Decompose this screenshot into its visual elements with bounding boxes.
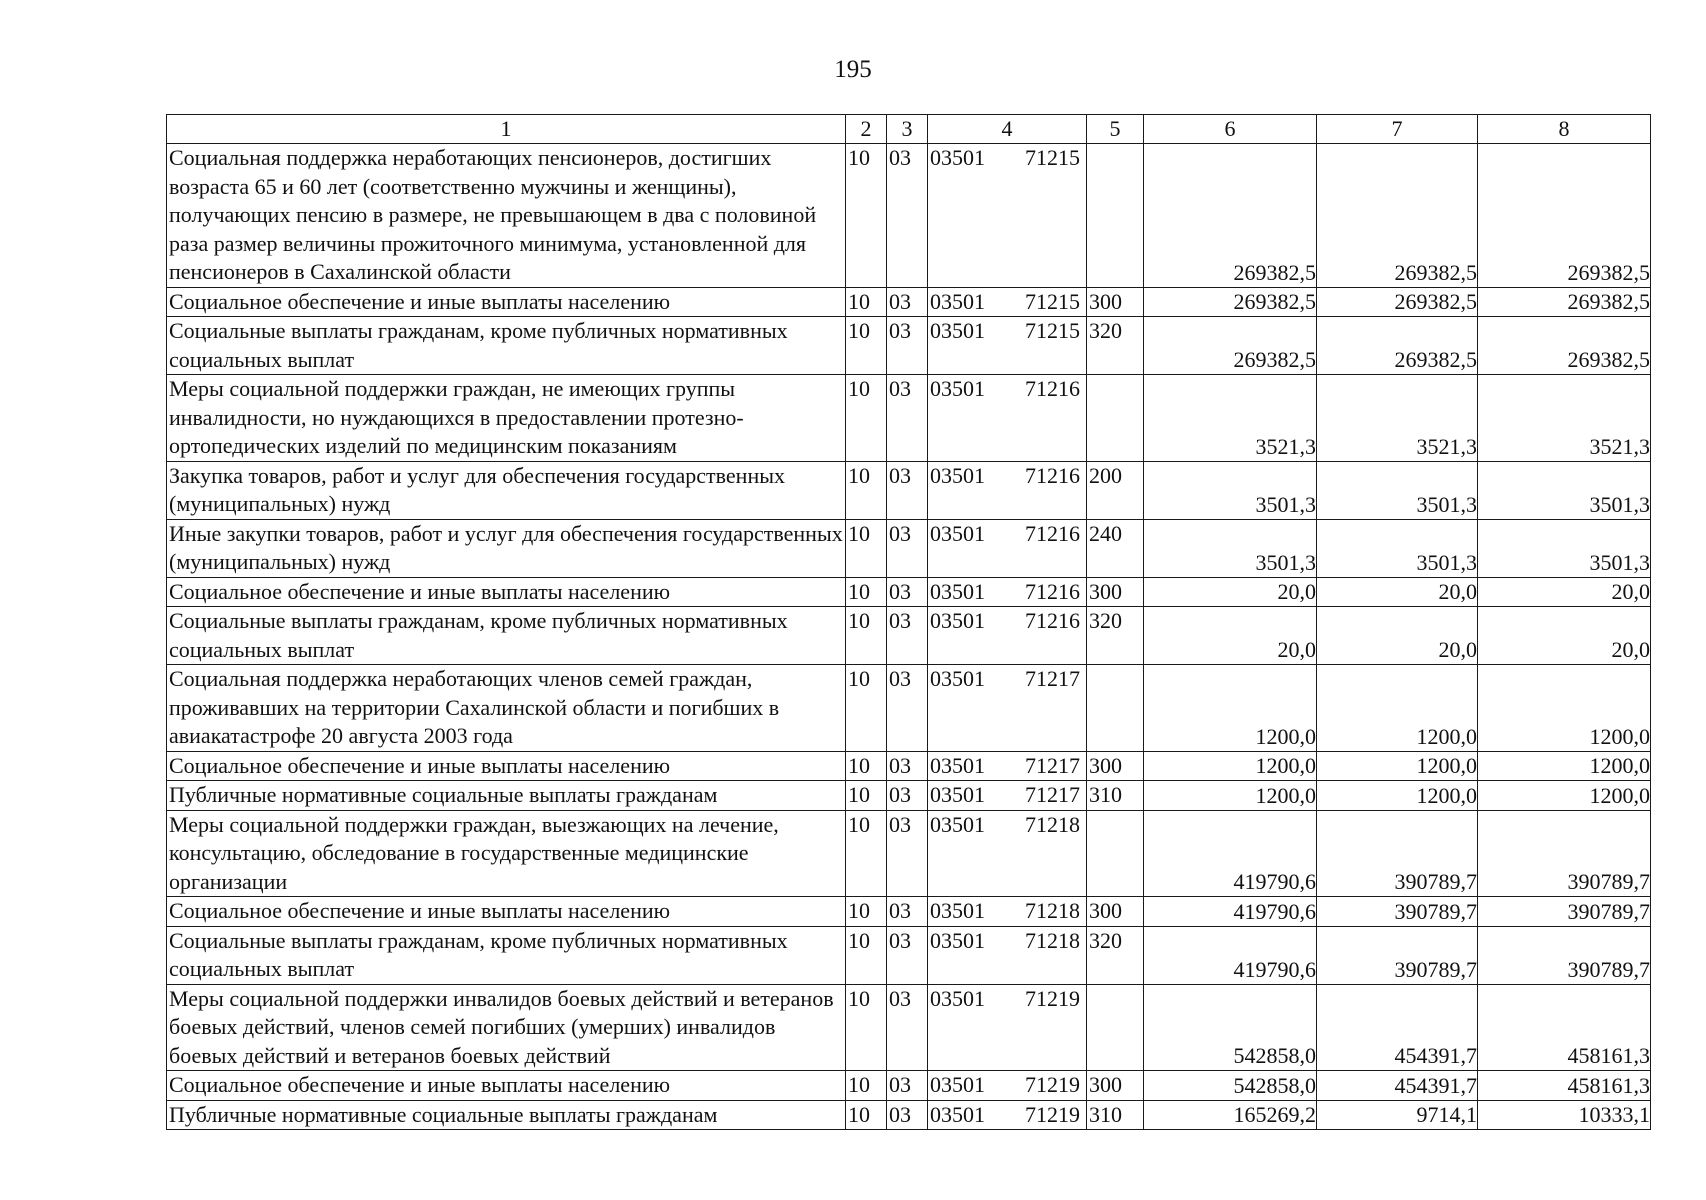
expense-type-code: 200 — [1087, 461, 1144, 519]
amount-year-3: 3501,3 — [1478, 519, 1651, 577]
column-header: 2 — [846, 115, 887, 144]
direction-code: 71218 — [1025, 927, 1080, 953]
subsection-code: 03 — [887, 461, 928, 519]
expense-type-code: 300 — [1087, 897, 1144, 927]
direction-code: 71216 — [1025, 578, 1080, 604]
table-row — [167, 375, 1651, 462]
expense-type-code — [1087, 144, 1144, 288]
target-article-code — [928, 461, 1087, 519]
expense-type-code: 300 — [1087, 751, 1144, 781]
section-code: 10 — [846, 461, 887, 519]
amount-year-3: 390789,7 — [1478, 926, 1651, 984]
section-code: 10 — [846, 665, 887, 752]
column-header: 4 — [928, 115, 1087, 144]
program-code: 03501 — [930, 985, 985, 1011]
target-article-code — [928, 519, 1087, 577]
table-row — [167, 577, 1651, 607]
program-code: 03501 — [930, 666, 985, 691]
target-article-code-parts — [930, 897, 1084, 925]
target-article-code-parts — [930, 520, 1084, 548]
table-row — [167, 1100, 1651, 1130]
target-article-code — [928, 375, 1087, 462]
direction-code: 71216 — [1025, 520, 1080, 546]
column-header: 8 — [1478, 115, 1651, 144]
row-description: Социальное обеспечение и иные выплаты населению — [167, 751, 846, 781]
budget-table — [166, 114, 1651, 1130]
target-article-code-parts — [930, 1071, 1084, 1099]
section-code: 10 — [846, 1071, 887, 1101]
section-code: 10 — [846, 751, 887, 781]
expense-type-code — [1087, 375, 1144, 462]
target-article-code-parts — [930, 781, 1084, 809]
expense-type-code: 240 — [1087, 519, 1144, 577]
amount-year-1: 269382,5 — [1144, 144, 1317, 288]
table-row — [167, 665, 1651, 752]
amount-year-2: 20,0 — [1317, 577, 1478, 607]
expense-type-code: 320 — [1087, 607, 1144, 665]
target-article-code-parts — [930, 752, 1084, 780]
program-code: 03501 — [930, 376, 985, 401]
column-header: 1 — [167, 115, 846, 144]
direction-code: 71216 — [1025, 376, 1080, 401]
expense-type-code — [1087, 810, 1144, 897]
section-code: 10 — [846, 375, 887, 462]
row-description: Социальные выплаты гражданам, кроме публичных нормативных социальных выплат — [167, 317, 846, 375]
program-code: 03501 — [930, 462, 985, 488]
program-code: 03501 — [930, 145, 985, 170]
target-article-code-parts — [930, 811, 1084, 839]
expense-type-code: 300 — [1087, 287, 1144, 317]
amount-year-3: 269382,5 — [1478, 317, 1651, 375]
target-article-code-parts — [930, 144, 1084, 172]
table-row — [167, 751, 1651, 781]
table-row — [167, 317, 1651, 375]
target-article-code — [928, 897, 1087, 927]
direction-code: 71218 — [1025, 811, 1080, 837]
column-header: 7 — [1317, 115, 1478, 144]
row-description: Социальные выплаты гражданам, кроме публичных нормативных социальных выплат — [167, 607, 846, 665]
direction-code: 71215 — [1025, 145, 1080, 170]
direction-code: 71219 — [1025, 1072, 1080, 1097]
amount-year-3: 269382,5 — [1478, 144, 1651, 288]
target-article-code — [928, 144, 1087, 288]
direction-code: 71217 — [1025, 782, 1080, 807]
section-code: 10 — [846, 1100, 887, 1130]
program-code: 03501 — [930, 927, 985, 953]
amount-year-3: 20,0 — [1478, 577, 1651, 607]
amount-year-3: 3521,3 — [1478, 375, 1651, 462]
target-article-code — [928, 317, 1087, 375]
amount-year-3: 1200,0 — [1478, 751, 1651, 781]
page-number: 195 — [834, 56, 872, 83]
target-article-code-parts — [930, 578, 1084, 606]
expense-type-code: 310 — [1087, 1100, 1144, 1130]
target-article-code — [928, 577, 1087, 607]
table-row — [167, 897, 1651, 927]
amount-year-3: 269382,5 — [1478, 287, 1651, 317]
row-description: Социальное обеспечение и иные выплаты населению — [167, 287, 846, 317]
amount-year-1: 542858,0 — [1144, 984, 1317, 1071]
direction-code: 71219 — [1025, 985, 1080, 1011]
direction-code: 71219 — [1025, 1101, 1080, 1127]
section-code: 10 — [846, 607, 887, 665]
amount-year-1: 419790,6 — [1144, 897, 1317, 927]
row-description: Иные закупки товаров, работ и услуг для обеспечения государственных (муниципальных) нужд — [167, 519, 846, 577]
row-description: Меры социальной поддержки инвалидов боевых действий и ветеранов боевых действий, членов семей погибших (умерших) инвалидов боевых действий и ветеранов боевых действий — [167, 984, 846, 1071]
table-row — [167, 810, 1651, 897]
amount-year-1: 20,0 — [1144, 607, 1317, 665]
amount-year-2: 9714,1 — [1317, 1100, 1478, 1130]
amount-year-3: 390789,7 — [1478, 897, 1651, 927]
subsection-code: 03 — [887, 287, 928, 317]
table-row — [167, 144, 1651, 288]
subsection-code: 03 — [887, 665, 928, 752]
program-code: 03501 — [930, 811, 985, 837]
amount-year-3: 20,0 — [1478, 607, 1651, 665]
direction-code: 71216 — [1025, 608, 1080, 633]
subsection-code: 03 — [887, 577, 928, 607]
section-code: 10 — [846, 810, 887, 897]
target-article-code-parts — [930, 985, 1084, 1013]
subsection-code: 03 — [887, 984, 928, 1071]
row-description: Закупка товаров, работ и услуг для обеспечения государственных (муниципальных) нужд — [167, 461, 846, 519]
amount-year-2: 390789,7 — [1317, 926, 1478, 984]
amount-year-3: 458161,3 — [1478, 1071, 1651, 1101]
amount-year-2: 269382,5 — [1317, 287, 1478, 317]
subsection-code: 03 — [887, 810, 928, 897]
header-row — [167, 115, 1651, 144]
section-code: 10 — [846, 781, 887, 811]
subsection-code: 03 — [887, 144, 928, 288]
amount-year-1: 20,0 — [1144, 577, 1317, 607]
row-description: Социальное обеспечение и иные выплаты населению — [167, 577, 846, 607]
table-row — [167, 926, 1651, 984]
target-article-code-parts — [930, 317, 1084, 345]
target-article-code — [928, 607, 1087, 665]
expense-type-code: 320 — [1087, 317, 1144, 375]
section-code: 10 — [846, 144, 887, 288]
direction-code: 71215 — [1025, 318, 1080, 343]
program-code: 03501 — [930, 782, 985, 807]
amount-year-1: 3521,3 — [1144, 375, 1317, 462]
amount-year-2: 390789,7 — [1317, 897, 1478, 927]
program-code: 03501 — [930, 752, 985, 778]
target-article-code-parts — [930, 607, 1084, 635]
program-code: 03501 — [930, 1101, 985, 1127]
row-description: Социальная поддержка неработающих пенсионеров, достигших возраста 65 и 60 лет (соответственно мужчины и женщины), получающих пенсию в размере, не превышающем в два с половиной раза размер величины прожиточного минимума, установленной для пенсионеров в Сахалинской области — [167, 144, 846, 288]
row-description: Меры социальной поддержки граждан, не имеющих группы инвалидности, но нуждающихся в предоставлении протезно-ортопедических изделий по медицинским показаниям — [167, 375, 846, 462]
amount-year-2: 3501,3 — [1317, 519, 1478, 577]
expense-type-code — [1087, 984, 1144, 1071]
section-code: 10 — [846, 317, 887, 375]
expense-type-code: 300 — [1087, 577, 1144, 607]
target-article-code — [928, 810, 1087, 897]
table-row — [167, 607, 1651, 665]
amount-year-3: 10333,1 — [1478, 1100, 1651, 1130]
row-description: Социальное обеспечение и иные выплаты населению — [167, 1071, 846, 1101]
target-article-code-parts — [930, 462, 1084, 490]
program-code: 03501 — [930, 1072, 985, 1097]
amount-year-2: 1200,0 — [1317, 781, 1478, 811]
table-row — [167, 287, 1651, 317]
subsection-code: 03 — [887, 1071, 928, 1101]
target-article-code-parts — [930, 288, 1084, 316]
target-article-code-parts — [930, 375, 1084, 403]
program-code: 03501 — [930, 318, 985, 343]
target-article-code-parts — [930, 665, 1084, 693]
amount-year-2: 269382,5 — [1317, 317, 1478, 375]
amount-year-1: 1200,0 — [1144, 665, 1317, 752]
table-row — [167, 984, 1651, 1071]
amount-year-3: 3501,3 — [1478, 461, 1651, 519]
row-description: Социальное обеспечение и иные выплаты населению — [167, 897, 846, 927]
subsection-code: 03 — [887, 926, 928, 984]
target-article-code — [928, 781, 1087, 811]
program-code: 03501 — [930, 288, 985, 314]
direction-code: 71215 — [1025, 288, 1080, 314]
direction-code: 71217 — [1025, 752, 1080, 778]
section-code: 10 — [846, 926, 887, 984]
program-code: 03501 — [930, 608, 985, 633]
amount-year-2: 454391,7 — [1317, 984, 1478, 1071]
amount-year-1: 542858,0 — [1144, 1071, 1317, 1101]
amount-year-3: 390789,7 — [1478, 810, 1651, 897]
section-code: 10 — [846, 577, 887, 607]
subsection-code: 03 — [887, 375, 928, 462]
table-row — [167, 461, 1651, 519]
expense-type-code: 310 — [1087, 781, 1144, 811]
subsection-code: 03 — [887, 317, 928, 375]
amount-year-2: 269382,5 — [1317, 144, 1478, 288]
target-article-code — [928, 984, 1087, 1071]
amount-year-2: 1200,0 — [1317, 751, 1478, 781]
target-article-code — [928, 1071, 1087, 1101]
row-description: Публичные нормативные социальные выплаты гражданам — [167, 781, 846, 811]
direction-code: 71217 — [1025, 666, 1080, 691]
row-description: Меры социальной поддержки граждан, выезжающих на лечение, консультацию, обследование в государственные медицинские организации — [167, 810, 846, 897]
program-code: 03501 — [930, 520, 985, 546]
row-description: Социальные выплаты гражданам, кроме публичных нормативных социальных выплат — [167, 926, 846, 984]
column-header: 6 — [1144, 115, 1317, 144]
subsection-code: 03 — [887, 607, 928, 665]
amount-year-2: 454391,7 — [1317, 1071, 1478, 1101]
section-code: 10 — [846, 519, 887, 577]
table-row — [167, 1071, 1651, 1101]
target-article-code-parts — [930, 1101, 1084, 1129]
direction-code: 71216 — [1025, 462, 1080, 488]
amount-year-3: 458161,3 — [1478, 984, 1651, 1071]
column-header: 3 — [887, 115, 928, 144]
amount-year-1: 3501,3 — [1144, 519, 1317, 577]
section-code: 10 — [846, 984, 887, 1071]
amount-year-1: 165269,2 — [1144, 1100, 1317, 1130]
target-article-code — [928, 926, 1087, 984]
subsection-code: 03 — [887, 897, 928, 927]
subsection-code: 03 — [887, 519, 928, 577]
subsection-code: 03 — [887, 1100, 928, 1130]
amount-year-2: 1200,0 — [1317, 665, 1478, 752]
amount-year-1: 419790,6 — [1144, 810, 1317, 897]
subsection-code: 03 — [887, 781, 928, 811]
section-code: 10 — [846, 897, 887, 927]
target-article-code-parts — [930, 927, 1084, 955]
amount-year-3: 1200,0 — [1478, 781, 1651, 811]
direction-code: 71218 — [1025, 898, 1080, 923]
subsection-code: 03 — [887, 751, 928, 781]
table-row — [167, 781, 1651, 811]
amount-year-1: 269382,5 — [1144, 287, 1317, 317]
row-description: Социальная поддержка неработающих членов семей граждан, проживавших на территории Сахалинской области и погибших в авиакатастрофе 20 августа 2003 года — [167, 665, 846, 752]
program-code: 03501 — [930, 578, 985, 604]
table-row — [167, 519, 1651, 577]
amount-year-1: 419790,6 — [1144, 926, 1317, 984]
amount-year-2: 390789,7 — [1317, 810, 1478, 897]
expense-type-code — [1087, 665, 1144, 752]
expense-type-code: 320 — [1087, 926, 1144, 984]
target-article-code — [928, 751, 1087, 781]
expense-type-code: 300 — [1087, 1071, 1144, 1101]
amount-year-1: 3501,3 — [1144, 461, 1317, 519]
column-header: 5 — [1087, 115, 1144, 144]
amount-year-2: 20,0 — [1317, 607, 1478, 665]
amount-year-1: 1200,0 — [1144, 781, 1317, 811]
section-code: 10 — [846, 287, 887, 317]
target-article-code — [928, 1100, 1087, 1130]
amount-year-2: 3521,3 — [1317, 375, 1478, 462]
amount-year-1: 269382,5 — [1144, 317, 1317, 375]
amount-year-2: 3501,3 — [1317, 461, 1478, 519]
row-description: Публичные нормативные социальные выплаты гражданам — [167, 1100, 846, 1130]
amount-year-3: 1200,0 — [1478, 665, 1651, 752]
target-article-code — [928, 665, 1087, 752]
amount-year-1: 1200,0 — [1144, 751, 1317, 781]
target-article-code — [928, 287, 1087, 317]
program-code: 03501 — [930, 898, 985, 923]
